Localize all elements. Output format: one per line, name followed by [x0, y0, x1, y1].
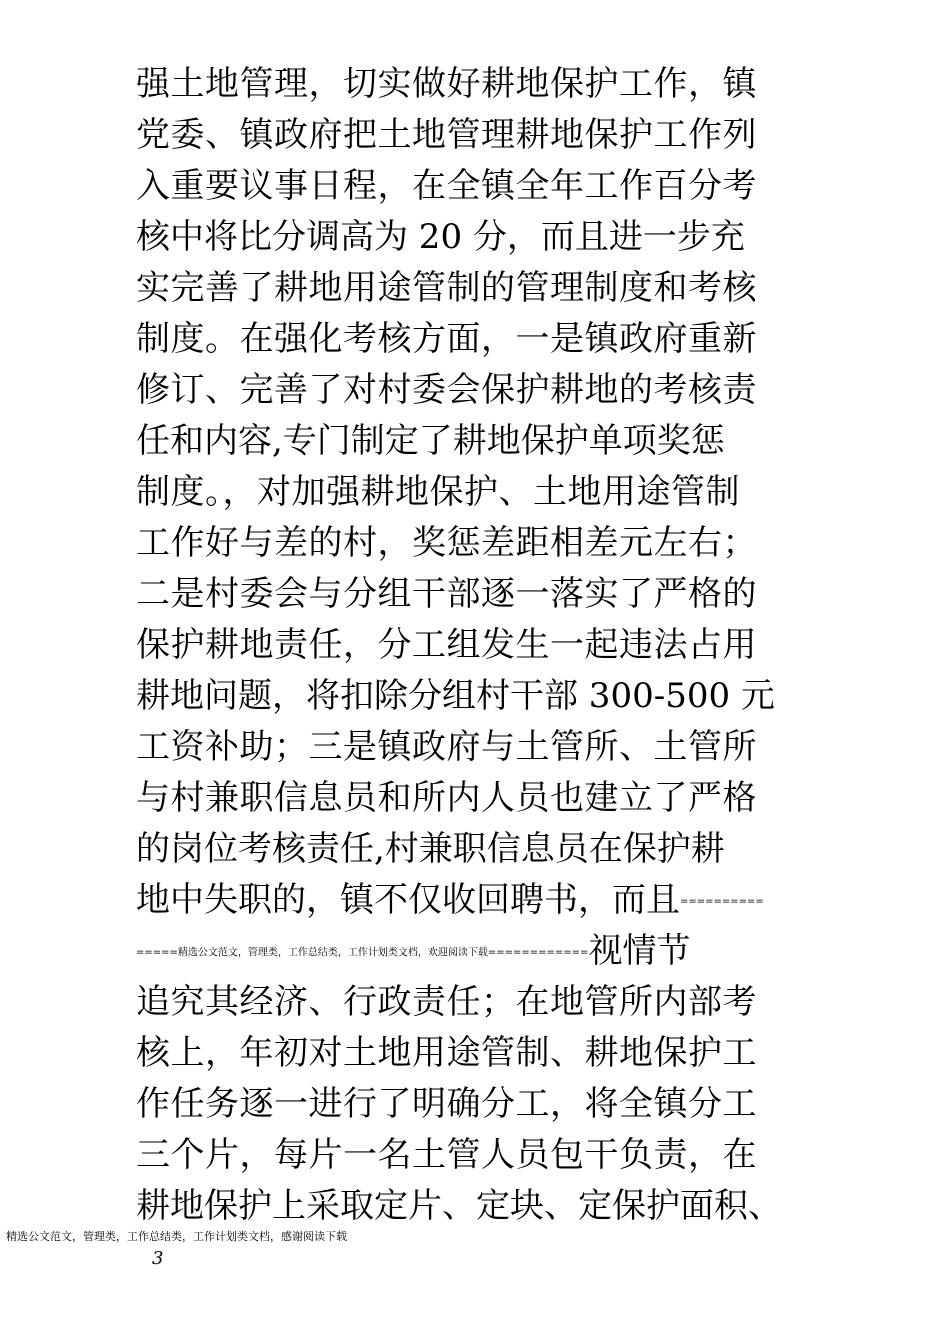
text-line: 的岗位考核责任,村兼职信息员在保护耕 [136, 829, 725, 869]
text-line: 三个片，每片一名土管人员包干负责，在 [136, 1135, 757, 1175]
watermark-banner: =====精选公文范文，管理类，工作总结类，工作计划类文档，欢迎阅读下载============ [136, 947, 589, 959]
text-line: 耕地问题，将扣除分组村干部 300-500 元 [136, 676, 775, 716]
text-line: 党委、镇政府把土地管理耕地保护工作列 [136, 115, 757, 155]
text-line: 实完善了耕地用途管制的管理制度和考核 [136, 268, 757, 308]
text-line: 与村兼职信息员和所内人员也建立了严格 [136, 778, 757, 818]
text-line: 任和内容,专门制定了耕地保护单项奖惩 [136, 421, 725, 461]
text-line: 保护耕地责任，分工组发生一起违法占用 [136, 625, 757, 665]
text-line: 工资补助；三是镇政府与土管所、土管所 [136, 727, 757, 767]
text-line: 修订、完善了对村委会保护耕地的考核责 [136, 370, 757, 410]
text-line: 制度。在强化考核方面，一是镇政府重新 [136, 319, 757, 359]
text-line: 二是村委会与分组干部逐一落实了严格的 [136, 574, 757, 614]
text-line: 核上，年初对土地用途管制、耕地保护工 [136, 1033, 757, 1073]
text-line: 耕地保护上采取定片、定块、定保护面积、 [136, 1186, 782, 1226]
page-footer: 精选公文范文，管理类，工作总结类，工作计划类文档，感谢阅读下载 [6, 1230, 347, 1243]
text-line-segment: 视情节 [588, 931, 691, 971]
text-line: 入重要议事日程，在全镇全年工作百分考 [136, 166, 757, 206]
page-number: 3 [152, 1248, 164, 1269]
text-line-segment: 地中失职的，镇不仅收回聘书，而且 [136, 880, 680, 920]
text-line: 作任务逐一进行了明确分工，将全镇分工 [136, 1084, 757, 1124]
banner-separator: ========== [680, 896, 764, 908]
text-line: 核中将比分调高为 20 分，而且进一步充 [136, 217, 745, 257]
text-line: 制度。，对加强耕地保护、土地用途管制 [136, 472, 740, 512]
text-line: 追究其经济、行政责任；在地管所内部考 [136, 982, 757, 1022]
text-line: 强土地管理，切实做好耕地保护工作，镇 [136, 64, 757, 104]
document-body [136, 59, 836, 1232]
text-line-with-banner [136, 875, 836, 926]
text-line-with-banner [136, 926, 836, 977]
text-line: 工作好与差的村，奖惩差距相差元左右； [136, 523, 757, 563]
